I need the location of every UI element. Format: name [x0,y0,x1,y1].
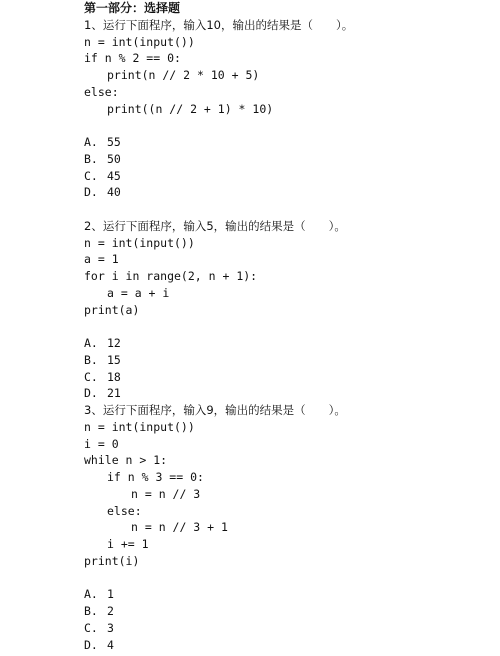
question-3-option-c[interactable] [84,620,494,637]
question-2-code-line: n = int(input()) [84,235,195,250]
question-1-option-c[interactable] [84,168,494,185]
section-title: 第一部分：选择题 [84,1,181,15]
question-2-option-a[interactable] [84,335,494,352]
option-value: 2 [107,604,114,618]
option-value: 1 [107,587,114,602]
question-1-code-line: if n % 2 == 0: [84,51,181,66]
option-value: 12 [107,336,121,350]
option-value: 4 [107,637,114,652]
question-3-code-line: if n % 3 == 0: [107,470,204,484]
question-3-code-line: else: [107,503,142,518]
option-letter: D. [84,386,98,401]
question-2-option-c[interactable] [84,369,494,386]
question-2-code-line: for i in range(2, n + 1): [84,269,258,283]
question-3-option-a[interactable] [84,586,494,603]
question-3-code-line: n = int(input()) [84,419,195,434]
question-3-code-line: n = n // 3 [131,486,201,501]
question-1-code-line: n = int(input()) [84,34,195,49]
question-3-code-line: print(i) [84,553,140,568]
option-letter: D. [84,185,98,200]
option-letter: C. [84,620,98,635]
option-letter: C. [84,369,98,384]
document-page [84,0,494,653]
question-2-code-line: print(a) [84,302,140,317]
option-letter: C. [84,168,98,183]
question-1-prompt: 1、运行下面程序，输入10，输出的结果是（ ）。 [84,17,354,32]
question-3-code-line: i = 0 [84,436,119,451]
question-1-option-a[interactable] [84,134,494,151]
option-value: 55 [107,135,121,149]
question-3-option-d[interactable] [84,637,494,654]
option-value: 21 [107,386,121,401]
question-1-code-line: print(n // 2 * 10 + 5) [107,68,260,82]
question-1-option-d[interactable] [84,184,494,201]
option-value: 3 [107,620,114,635]
option-letter: A. [84,135,98,149]
option-letter: B. [84,604,98,618]
option-value: 45 [107,168,121,183]
option-value: 50 [107,151,121,166]
question-2-option-d[interactable] [84,385,494,402]
option-letter: B. [84,352,98,367]
option-value: 40 [107,185,121,200]
question-2-code-line: a = a + i [107,285,170,300]
question-3-option-b[interactable] [84,603,494,620]
question-3-prompt: 3、运行下面程序，输入9，输出的结果是（ ）。 [84,403,346,417]
question-2-option-b[interactable] [84,352,494,369]
question-1-code-line: print((n // 2 + 1) * 10) [107,101,274,116]
option-value: 15 [107,352,121,367]
question-3-code-line: while n > 1: [84,453,168,468]
question-3-code-line: n = n // 3 + 1 [131,520,228,535]
option-letter: B. [84,151,98,166]
option-letter: A. [84,336,98,350]
question-1-option-b[interactable] [84,151,494,168]
option-letter: D. [84,637,98,652]
question-2-prompt: 2、运行下面程序，输入5，输出的结果是（ ）。 [84,218,346,233]
option-value: 18 [107,369,121,384]
option-letter: A. [84,587,98,602]
question-3-code-line: i += 1 [107,537,149,551]
question-1-code-line: else: [84,84,119,99]
question-2-code-line: a = 1 [84,252,119,267]
